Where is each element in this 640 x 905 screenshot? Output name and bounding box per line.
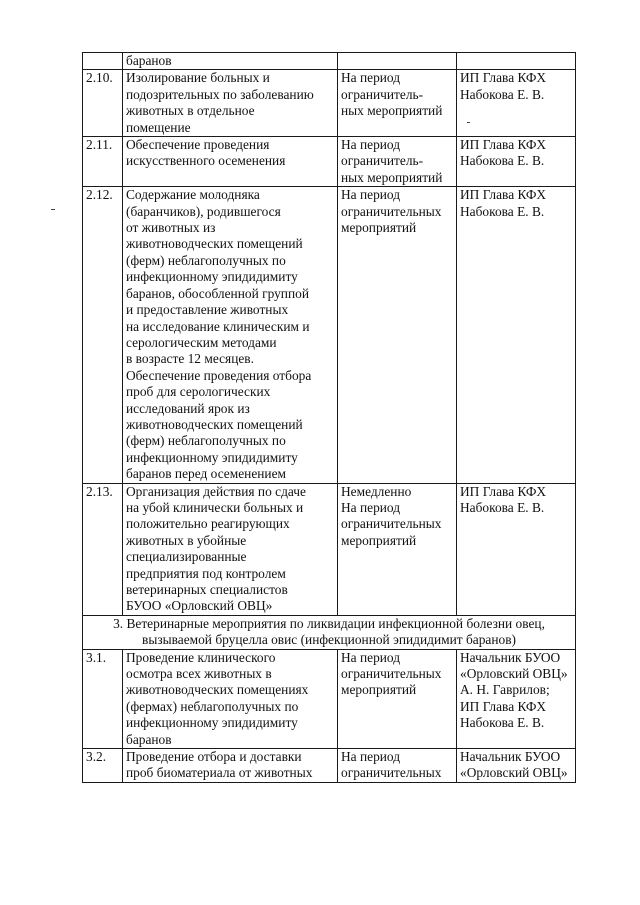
measure-description-cell: [123, 70, 338, 137]
measure-description-line: Изолирование больных и: [126, 70, 270, 86]
measure-description-line: инфекционному эпидидимиту: [126, 269, 298, 285]
deadline-line: На период: [341, 499, 401, 515]
deadline-line: ных мероприятий: [341, 169, 443, 185]
measures-rows-section-3: [83, 649, 576, 782]
responsible-line: ИП Глава КФХ: [460, 187, 547, 203]
deadline-cell: [338, 137, 457, 187]
responsible-line: ИП Глава КФХ: [460, 70, 547, 86]
responsible-cell: [457, 70, 576, 137]
measure-description-line: (ферм) неблагополучных по: [126, 433, 286, 449]
measure-description-line: баранов, обособленной группой: [126, 285, 309, 301]
measure-description-line: подозрительных по заболеванию: [126, 86, 314, 102]
measure-description-line: (баранчиков), родившегося: [126, 203, 281, 219]
item-number-cell: 2.10.: [83, 70, 123, 137]
responsible-line: «Орловский ОВЦ»: [460, 765, 568, 781]
table-row: [83, 749, 576, 783]
measure-description-line: (фермах) неблагополучных по: [126, 698, 299, 714]
measure-description-line: баранов перед осеменением: [126, 466, 287, 482]
measure-description-line: серологическим методами: [126, 334, 277, 350]
section-3-heading-row: [83, 615, 576, 649]
responsible-line: ИП Глава КФХ: [460, 137, 547, 153]
deadline-cell: [338, 70, 457, 137]
measure-description-cell: [123, 749, 338, 783]
section-3-title: [83, 615, 576, 649]
responsible-line: Набокова Е. В.: [460, 499, 545, 515]
measure-description-line: животных в убойные: [126, 532, 247, 548]
measure-description-line: животноводческих помещений: [126, 416, 303, 432]
measure-description-line: в возрасте 12 месяцев.: [126, 351, 254, 367]
deadline-line: Немедленно: [341, 483, 412, 499]
responsible-line: Набокова Е. В.: [460, 153, 545, 169]
section-3-title-line: 3. Ветеринарные мероприятия по ликвидации инфекционной болезни овец,: [113, 615, 545, 631]
responsible-cell: [457, 53, 576, 70]
deadline-line: На период: [341, 649, 401, 665]
measure-description-line: Обеспечение проведения: [126, 137, 270, 153]
responsible-line: Начальник БУОО: [460, 749, 561, 765]
measure-description-line: специализированные: [126, 549, 247, 565]
measure-description-line: Содержание молодняка: [126, 187, 260, 203]
measures-rows-section-2: [83, 53, 576, 616]
responsible-line: А. Н. Гаврилов;: [460, 682, 550, 698]
responsible-line: «Орловский ОВЦ»: [460, 666, 568, 682]
deadline-cell: [338, 483, 457, 615]
deadline-line: На период: [341, 137, 401, 153]
scan-speck: [467, 122, 470, 123]
deadline-line: мероприятий: [341, 532, 417, 548]
measure-description-line: помещение: [126, 119, 191, 135]
deadline-line: ограничительных: [341, 203, 442, 219]
responsible-cell: [457, 749, 576, 783]
measure-description-cell: [123, 483, 338, 615]
item-number-cell: [83, 53, 123, 70]
deadline-line: На период: [341, 187, 401, 203]
responsible-line: Набокова Е. В.: [460, 715, 545, 731]
deadline-line: На период: [341, 749, 401, 765]
measure-description-line: предприятия под контролем: [126, 565, 286, 581]
measure-description-line: исследований ярок из: [126, 400, 250, 416]
deadline-cell: [338, 187, 457, 483]
table-row: [83, 137, 576, 187]
deadline-line: мероприятий: [341, 682, 417, 698]
measure-description-line: БУОО «Орловский ОВЦ»: [126, 598, 273, 614]
scan-speck: [51, 209, 55, 210]
measure-description-line: животноводческих помещениях: [126, 682, 309, 698]
measures-table: [82, 52, 576, 783]
table-row: [83, 649, 576, 748]
measure-description-line: Проведение клинического: [126, 649, 276, 665]
responsible-line: Начальник БУОО: [460, 649, 561, 665]
responsible-line: Набокова Е. В.: [460, 86, 545, 102]
deadline-line: ных мероприятий: [341, 103, 443, 119]
item-number-cell: 3.2.: [83, 749, 123, 783]
measure-description-line: искусственного осеменения: [126, 153, 286, 169]
measure-description-line: осмотра всех животных в: [126, 666, 272, 682]
measure-description-line: Проведение отбора и доставки: [126, 749, 302, 765]
measure-description-line: на убой клинически больных и: [126, 499, 304, 515]
deadline-cell: [338, 649, 457, 748]
measure-description-line: Обеспечение проведения отбора: [126, 367, 312, 383]
measure-description-line: (ферм) неблагополучных по: [126, 252, 286, 268]
measure-description-line: проб биоматериала от животных: [126, 765, 313, 781]
responsible-cell: [457, 483, 576, 615]
measure-description-line: баранов: [126, 53, 172, 68]
deadline-line: мероприятий: [341, 220, 417, 236]
measure-description-line: инфекционному эпидидимиту: [126, 715, 298, 731]
measure-description-line: животноводческих помещений: [126, 236, 303, 252]
responsible-line: ИП Глава КФХ: [460, 483, 547, 499]
section-3-title-line: вызываемой бруцелла овис (инфекционной эпидидимит баранов): [142, 632, 516, 648]
deadline-line: На период: [341, 70, 401, 86]
responsible-line: Набокова Е. В.: [460, 203, 545, 219]
measure-description-cell: [123, 137, 338, 187]
measure-description-line: положительно реагирующих: [126, 516, 290, 532]
table-row: [83, 483, 576, 615]
deadline-line: ограничитель-: [341, 153, 424, 169]
responsible-cell: [457, 137, 576, 187]
measure-description-line: инфекционному эпидидимиту: [126, 449, 298, 465]
item-number-cell: 3.1.: [83, 649, 123, 748]
section-3: [83, 615, 576, 649]
measure-description-line: на исследование клиническим и: [126, 318, 310, 334]
measure-description-line: проб для серологических: [126, 384, 271, 400]
deadline-line: ограничительных: [341, 516, 442, 532]
measure-description-line: животных в отдельное: [126, 103, 255, 119]
table-row: [83, 187, 576, 483]
measure-description-cell: [123, 187, 338, 483]
measure-description-cell: [123, 53, 338, 70]
measure-description-line: от животных из: [126, 220, 216, 236]
deadline-cell: [338, 53, 457, 70]
deadline-cell: [338, 749, 457, 783]
deadline-line: ограничительных: [341, 765, 442, 781]
deadline-line: ограничитель-: [341, 86, 424, 102]
item-number-cell: 2.12.: [83, 187, 123, 483]
measure-description-line: Организация действия по сдаче: [126, 483, 306, 499]
item-number-cell: 2.13.: [83, 483, 123, 615]
measure-description-line: и предоставление животных: [126, 302, 289, 318]
responsible-cell: [457, 187, 576, 483]
measure-description-line: баранов: [126, 731, 172, 747]
table-row: [83, 70, 576, 137]
responsible-line: ИП Глава КФХ: [460, 698, 547, 714]
measure-description-line: ветеринарных специалистов: [126, 582, 288, 597]
item-number-cell: 2.11.: [83, 137, 123, 187]
responsible-cell: [457, 649, 576, 748]
measure-description-cell: [123, 649, 338, 748]
deadline-line: ограничительных: [341, 666, 442, 682]
table-row: [83, 53, 576, 70]
